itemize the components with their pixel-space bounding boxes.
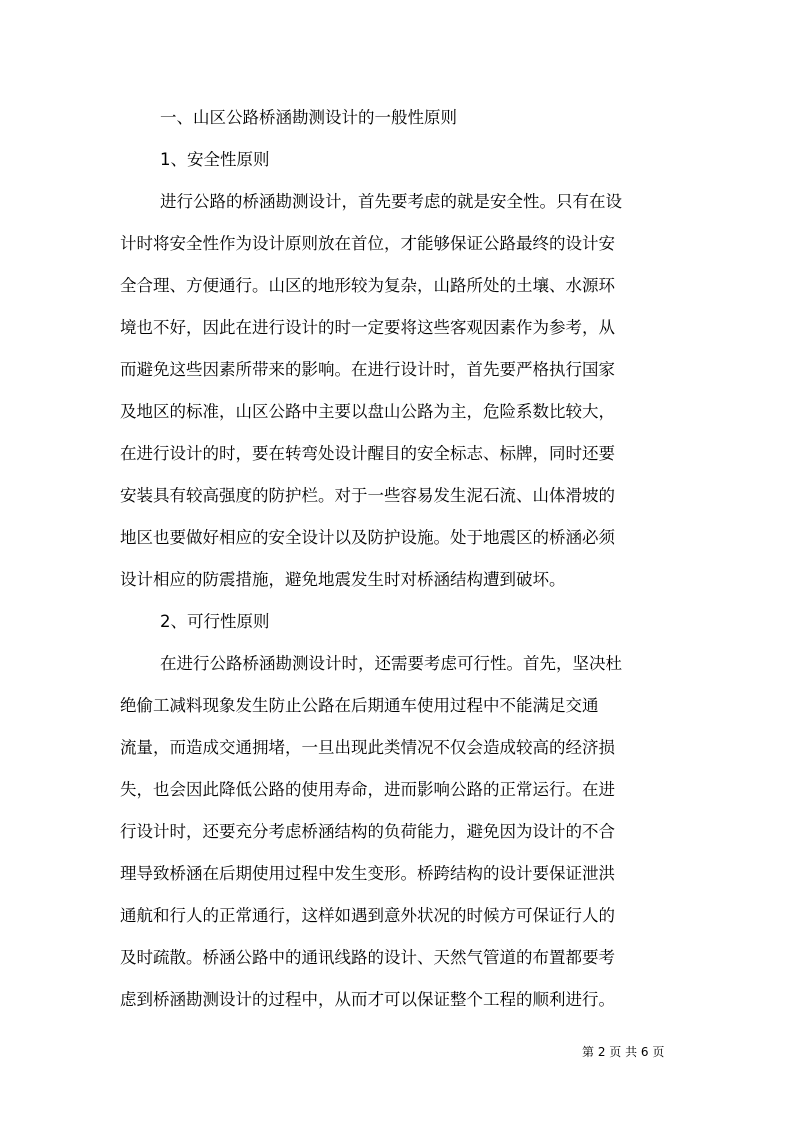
paragraph-line: 通航和行人的正常通行，这样如遇到意外状况的时候方可保证行人的 — [120, 906, 615, 925]
paragraph-line: 失，也会因此降低公路的使用寿命，进而影响公路的正常运行。在进 — [120, 780, 615, 799]
subsection-heading-safety: 1、安全性原则 — [160, 150, 270, 169]
paragraph-line: 及时疏散。桥涵公路中的通讯线路的设计、天然气管道的布置都要考 — [120, 948, 615, 967]
paragraph-line: 进行公路的桥涵勘测设计，首先要考虑的就是安全性。只有在设 — [160, 192, 622, 211]
paragraph-line: 设计相应的防震措施，避免地震发生时对桥涵结构遭到破坏。 — [120, 570, 566, 589]
paragraph-line: 理导致桥涵在后期使用过程中发生变形。桥跨结构的设计要保证泄洪 — [120, 864, 615, 883]
paragraph-line: 计时将安全性作为设计原则放在首位，才能够保证公路最终的设计安 — [120, 234, 615, 253]
paragraph-line: 在进行公路桥涵勘测设计时，还需要考虑可行性。首先，坚决杜 — [160, 654, 622, 673]
paragraph-line: 在进行设计的时，要在转弯处设计醒目的安全标志、标牌，同时还要 — [120, 444, 615, 463]
paragraph-line: 而避免这些因素所带来的影响。在进行设计时，首先要严格执行国家 — [120, 360, 615, 379]
paragraph-line: 行设计时，还要充分考虑桥涵结构的负荷能力，避免因为设计的不合 — [120, 822, 615, 841]
section-heading: 一、山区公路桥涵勘测设计的一般性原则 — [160, 108, 457, 127]
paragraph-line: 流量，而造成交通拥堵，一旦出现此类情况不仅会造成较高的经济损 — [120, 738, 615, 757]
paragraph-line: 及地区的标准，山区公路中主要以盘山公路为主，危险系数比较大， — [120, 402, 615, 421]
subsection-heading-feasibility: 2、可行性原则 — [160, 612, 270, 631]
paragraph-line: 地区也要做好相应的安全设计以及防护设施。处于地震区的桥涵必须 — [120, 528, 615, 547]
paragraph-line: 虑到桥涵勘测设计的过程中，从而才可以保证整个工程的顺利进行。 — [120, 990, 615, 1009]
paragraph-line: 全合理、方便通行。山区的地形较为复杂，山路所处的土壤、水源环 — [120, 276, 615, 295]
paragraph-line: 安装具有较高强度的防护栏。对于一些容易发生泥石流、山体滑坡的 — [120, 486, 615, 505]
paragraph-line: 绝偷工减料现象发生防止公路在后期通车使用过程中不能满足交通 — [120, 696, 599, 715]
paragraph-line: 境也不好，因此在进行设计的时一定要将这些客观因素作为参考，从 — [120, 318, 615, 337]
page-number-footer: 第 2 页 共 6 页 — [582, 1045, 665, 1059]
